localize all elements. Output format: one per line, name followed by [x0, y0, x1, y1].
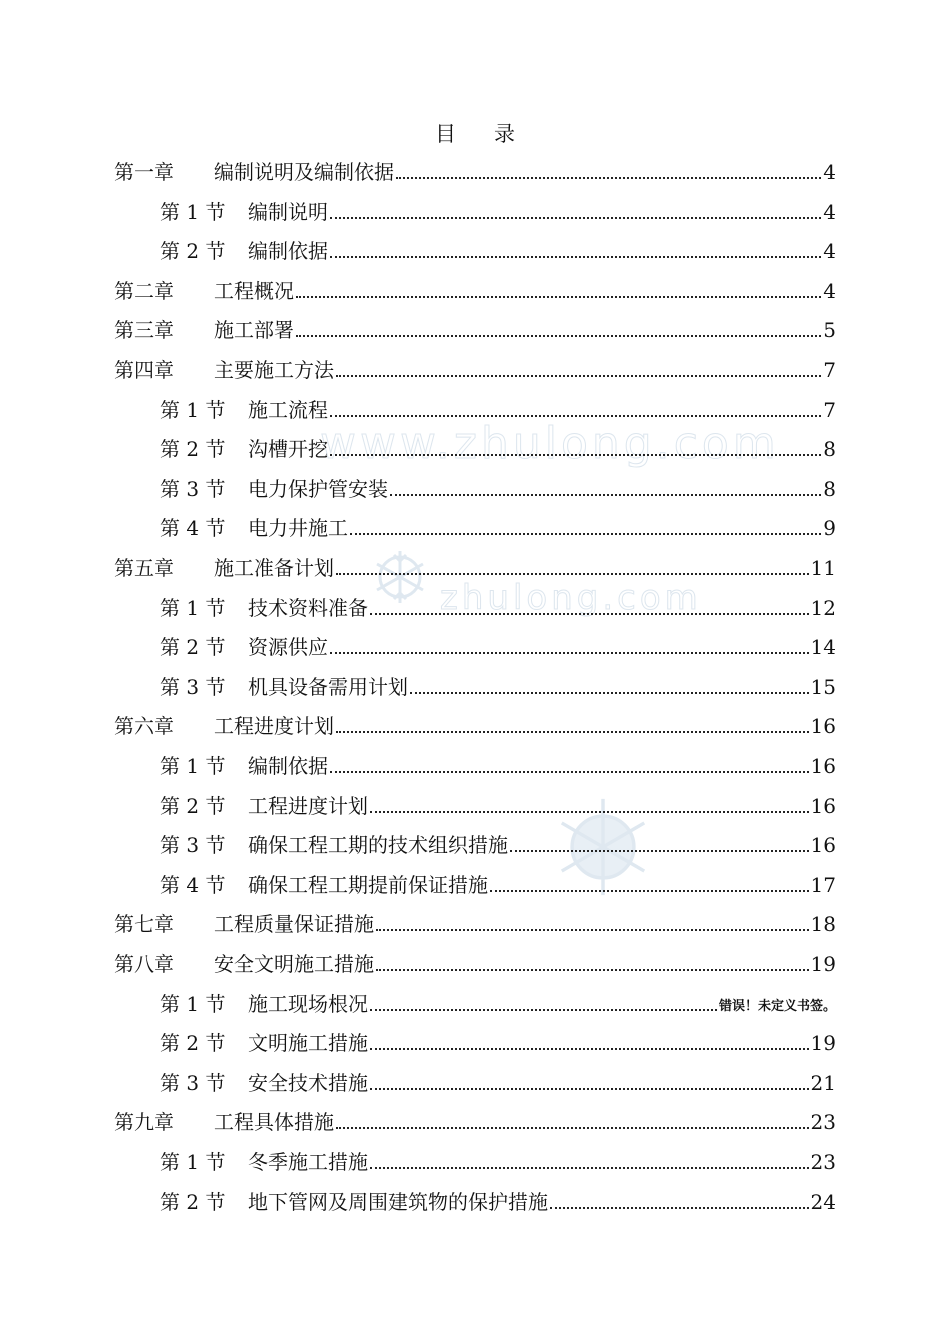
toc-entry-title: 工程概况	[214, 278, 294, 303]
toc-dot-leader	[370, 1167, 809, 1169]
toc-chapter-entry[interactable]	[114, 352, 836, 384]
toc-entry-number: 第四章	[114, 358, 174, 382]
toc-entry-title: 电力井施工	[248, 516, 348, 541]
toc-entry-number: 第三章	[114, 318, 174, 343]
toc-dot-leader	[336, 731, 809, 733]
toc-dot-leader	[330, 771, 809, 773]
toc-chapter-entry[interactable]	[114, 1104, 836, 1136]
toc-page-number: 4	[823, 278, 836, 303]
toc-entry-number: 第 3 节	[160, 833, 226, 858]
toc-dot-leader	[296, 335, 821, 337]
toc-dot-leader	[370, 1088, 809, 1090]
toc-title-char-2: 录	[494, 122, 515, 146]
toc-entry-number: 第 1 节	[160, 397, 226, 422]
toc-dot-leader	[376, 929, 809, 931]
toc-page-number: 19	[810, 1031, 836, 1056]
toc-page-number: 9	[823, 516, 836, 541]
toc-page-number: 16	[810, 754, 836, 778]
toc-section-entry[interactable]	[160, 590, 836, 622]
toc-chapter-entry[interactable]	[114, 273, 836, 305]
toc-entry-title: 文明施工措施	[248, 1031, 368, 1056]
toc-entry-title: 机具设备需用计划	[248, 674, 408, 699]
toc-page-number: 17	[810, 872, 836, 897]
toc-entry-number: 第 3 节	[160, 674, 226, 699]
toc-page-number: 18	[810, 912, 836, 937]
watermark-text: www.zhulong.com	[320, 418, 780, 469]
toc-entry-title: 确保工程工期提前保证措施	[248, 872, 488, 897]
toc-entry-number: 第二章	[114, 278, 174, 303]
toc-page-number: 7	[823, 397, 836, 422]
toc-entry-title: 工程质量保证措施	[214, 912, 374, 937]
toc-page-number: 19	[810, 952, 836, 976]
toc-dot-leader	[336, 1127, 809, 1129]
toc-entry-title: 安全文明施工措施	[214, 952, 374, 976]
toc-entry-title: 工程具体措施	[214, 1110, 334, 1135]
toc-page-number: 21	[810, 1070, 836, 1095]
toc-dot-leader	[296, 296, 821, 298]
toc-entry-title: 技术资料准备	[248, 595, 368, 620]
toc-section-entry[interactable]	[160, 986, 836, 1018]
toc-page-number: 8	[823, 476, 836, 501]
toc-entry-number: 第 4 节	[160, 516, 226, 541]
toc-entry-number: 第 1 节	[160, 991, 226, 1016]
toc-entry-number: 第 2 节	[160, 1031, 226, 1056]
toc-section-entry[interactable]	[160, 194, 836, 226]
toc-dot-leader	[330, 415, 821, 417]
toc-entry-title: 施工流程	[248, 397, 328, 422]
toc-chapter-entry[interactable]	[114, 550, 836, 582]
toc-dot-leader	[330, 454, 821, 456]
toc-page-number: 24	[810, 1189, 836, 1214]
toc-entry-title: 工程进度计划	[214, 714, 334, 739]
toc-dot-leader	[330, 217, 821, 219]
toc-section-entry[interactable]	[160, 1144, 836, 1176]
toc-title-char-1: 目	[435, 122, 456, 146]
toc-dot-leader	[370, 613, 809, 615]
toc-entry-title: 冬季施工措施	[248, 1150, 368, 1174]
toc-page-number: 11	[810, 556, 836, 580]
toc-entry-number: 第 2 节	[160, 635, 226, 660]
toc-section-entry[interactable]	[160, 431, 836, 463]
toc-dot-leader	[410, 692, 809, 694]
toc-dot-leader	[396, 177, 821, 179]
toc-entry-number: 第 3 节	[160, 1070, 226, 1095]
toc-entry-title: 编制说明及编制依据	[214, 160, 394, 184]
toc-section-entry[interactable]	[160, 827, 836, 859]
toc-entry-number: 第九章	[114, 1110, 174, 1135]
toc-entry-title: 施工部署	[214, 318, 294, 343]
toc-entry-title: 主要施工方法	[214, 358, 334, 382]
toc-entry-number: 第 2 节	[160, 1189, 226, 1214]
toc-dot-leader	[390, 494, 821, 496]
toc-section-entry[interactable]	[160, 233, 836, 265]
toc-section-entry[interactable]	[160, 471, 836, 503]
toc-dot-leader	[336, 375, 821, 377]
toc-section-entry[interactable]	[160, 867, 836, 899]
toc-dot-leader	[550, 1207, 809, 1209]
toc-entry-number: 第 1 节	[160, 199, 226, 224]
toc-entry-title: 编制说明	[248, 199, 328, 224]
toc-entry-number: 第 4 节	[160, 872, 226, 897]
toc-entry-title: 资源供应	[248, 635, 328, 660]
toc-entry-title: 施工现场根况	[248, 991, 368, 1016]
toc-page-number: 4	[823, 239, 836, 264]
toc-entry-title: 编制依据	[248, 754, 328, 778]
toc-page-number: 23	[810, 1110, 836, 1135]
toc-page-number: 5	[823, 318, 836, 343]
toc-dot-leader	[370, 1009, 717, 1011]
toc-page-number: 12	[810, 595, 836, 620]
toc-entry-number: 第 1 节	[160, 595, 226, 620]
toc-section-entry[interactable]	[160, 1184, 836, 1216]
toc-chapter-entry[interactable]	[114, 946, 836, 978]
toc-dot-leader	[336, 573, 809, 575]
toc-page-error: 错误！未定义书签。	[718, 998, 836, 1014]
toc-chapter-entry[interactable]	[114, 906, 836, 938]
toc-entry-number: 第 1 节	[160, 1150, 226, 1174]
toc-section-entry[interactable]	[160, 629, 836, 661]
toc-dot-leader	[370, 1048, 809, 1050]
toc-page-number: 7	[823, 358, 836, 382]
toc-entry-number: 第六章	[114, 714, 174, 739]
toc-chapter-entry[interactable]	[114, 708, 836, 740]
toc-entry-number: 第 2 节	[160, 793, 226, 818]
toc-entry-number: 第 2 节	[160, 239, 226, 264]
toc-dot-leader	[376, 969, 809, 971]
toc-dot-leader	[330, 652, 809, 654]
toc-entry-title: 沟槽开挖	[248, 437, 328, 462]
toc-entry-number: 第五章	[114, 556, 174, 580]
toc-dot-leader	[510, 850, 809, 852]
toc-page-number: 8	[823, 437, 836, 462]
toc-entry-title: 确保工程工期的技术组织措施	[248, 833, 508, 858]
toc-entry-number: 第 2 节	[160, 437, 226, 462]
toc-dot-leader	[330, 256, 821, 258]
toc-entry-number: 第一章	[114, 160, 174, 184]
toc-entry-title: 施工准备计划	[214, 556, 334, 580]
toc-page-number: 16	[810, 833, 836, 858]
toc-entry-number: 第 3 节	[160, 476, 226, 501]
toc-page-number: 4	[823, 160, 836, 184]
toc-dot-leader	[350, 533, 821, 535]
toc-dot-leader	[370, 811, 809, 813]
toc-section-entry[interactable]	[160, 669, 836, 701]
toc-page-number: 15	[810, 674, 836, 699]
toc-page-number: 14	[810, 635, 836, 660]
toc-entry-title: 地下管网及周围建筑物的保护措施	[248, 1189, 548, 1214]
toc-page-number: 16	[810, 793, 836, 818]
toc-entry-number: 第七章	[114, 912, 174, 937]
toc-section-entry[interactable]	[160, 392, 836, 424]
watermark-text-secondary: zhulong.com	[440, 578, 702, 618]
toc-chapter-entry[interactable]	[114, 312, 836, 344]
toc-section-entry[interactable]	[160, 1025, 836, 1057]
toc-page-number: 4	[823, 199, 836, 224]
toc-entry-title: 工程进度计划	[248, 793, 368, 818]
toc-section-entry[interactable]	[160, 1065, 836, 1097]
toc-title	[0, 118, 950, 148]
toc-entry-title: 编制依据	[248, 239, 328, 264]
toc-dot-leader	[490, 890, 809, 892]
toc-entry-number: 第 1 节	[160, 754, 226, 778]
toc-entry-title: 安全技术措施	[248, 1070, 368, 1095]
toc-section-entry[interactable]	[160, 510, 836, 542]
toc-page-number: 16	[810, 714, 836, 739]
toc-section-entry[interactable]	[160, 748, 836, 780]
toc-entry-number: 第八章	[114, 952, 174, 976]
toc-entry-title: 电力保护管安装	[248, 476, 388, 501]
toc-section-entry[interactable]	[160, 788, 836, 820]
toc-chapter-entry[interactable]	[114, 154, 836, 186]
toc-page-number: 23	[810, 1150, 836, 1174]
